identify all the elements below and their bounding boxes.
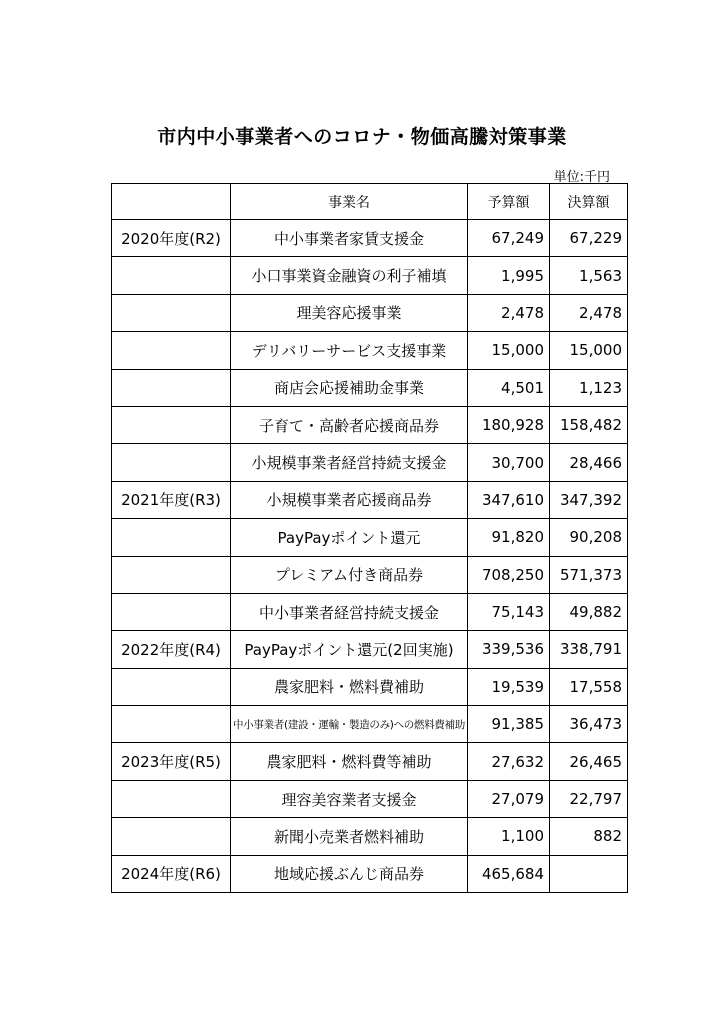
table-row bbox=[112, 668, 628, 705]
table-row bbox=[112, 332, 628, 369]
cell-fiscal-year bbox=[112, 668, 231, 705]
cell-project-name: 理美容応援事業 bbox=[231, 294, 468, 331]
cell-settlement: 22,797 bbox=[550, 780, 628, 817]
table-body bbox=[112, 220, 628, 893]
cell-project-name: PayPayポイント還元 bbox=[231, 519, 468, 556]
table-row bbox=[112, 257, 628, 294]
cell-fiscal-year bbox=[112, 332, 231, 369]
cell-fiscal-year bbox=[112, 369, 231, 406]
cell-settlement: 49,882 bbox=[550, 593, 628, 630]
cell-budget: 708,250 bbox=[468, 556, 550, 593]
table-row bbox=[112, 706, 628, 743]
cell-budget: 465,684 bbox=[468, 855, 550, 892]
cell-settlement: 36,473 bbox=[550, 706, 628, 743]
cell-budget: 27,632 bbox=[468, 743, 550, 780]
table-row bbox=[112, 294, 628, 331]
table-row bbox=[112, 519, 628, 556]
cell-budget: 339,536 bbox=[468, 631, 550, 668]
cell-settlement: 1,123 bbox=[550, 369, 628, 406]
cell-budget: 30,700 bbox=[468, 444, 550, 481]
cell-project-name: 小口事業資金融資の利子補填 bbox=[231, 257, 468, 294]
cell-project-name: 中小事業者経営持続支援金 bbox=[231, 593, 468, 630]
header-settlement: 決算額 bbox=[550, 184, 628, 220]
table-row bbox=[112, 369, 628, 406]
cell-settlement: 28,466 bbox=[550, 444, 628, 481]
cell-fiscal-year bbox=[112, 818, 231, 855]
table-row bbox=[112, 406, 628, 443]
header-name: 事業名 bbox=[231, 184, 468, 220]
cell-fiscal-year bbox=[112, 406, 231, 443]
cell-settlement bbox=[550, 855, 628, 892]
cell-fiscal-year bbox=[112, 294, 231, 331]
cell-project-name: デリバリーサービス支援事業 bbox=[231, 332, 468, 369]
table-row bbox=[112, 631, 628, 668]
table-row bbox=[112, 818, 628, 855]
cell-budget: 91,385 bbox=[468, 706, 550, 743]
cell-fiscal-year bbox=[112, 257, 231, 294]
cell-fiscal-year: 2024年度(R6) bbox=[112, 855, 231, 892]
table-row bbox=[112, 743, 628, 780]
cell-project-name: 理容美容業者支援金 bbox=[231, 780, 468, 817]
cell-settlement: 158,482 bbox=[550, 406, 628, 443]
table-row bbox=[112, 481, 628, 518]
cell-settlement: 1,563 bbox=[550, 257, 628, 294]
cell-settlement: 90,208 bbox=[550, 519, 628, 556]
table-row bbox=[112, 593, 628, 630]
table-row bbox=[112, 220, 628, 257]
cell-budget: 15,000 bbox=[468, 332, 550, 369]
cell-budget: 347,610 bbox=[468, 481, 550, 518]
cell-fiscal-year bbox=[112, 780, 231, 817]
cell-settlement: 15,000 bbox=[550, 332, 628, 369]
cell-project-name: 子育て・高齢者応援商品券 bbox=[231, 406, 468, 443]
cell-budget: 67,249 bbox=[468, 220, 550, 257]
cell-budget: 27,079 bbox=[468, 780, 550, 817]
cell-fiscal-year: 2023年度(R5) bbox=[112, 743, 231, 780]
cell-budget: 1,995 bbox=[468, 257, 550, 294]
cell-settlement: 347,392 bbox=[550, 481, 628, 518]
cell-project-name: 商店会応援補助金事業 bbox=[231, 369, 468, 406]
cell-project-name: 地域応援ぶんじ商品券 bbox=[231, 855, 468, 892]
cell-project-name: 小規模事業者経営持続支援金 bbox=[231, 444, 468, 481]
cell-project-name: PayPayポイント還元(2回実施) bbox=[231, 631, 468, 668]
cell-fiscal-year: 2020年度(R2) bbox=[112, 220, 231, 257]
cell-project-name: 新聞小売業者燃料補助 bbox=[231, 818, 468, 855]
cell-fiscal-year bbox=[112, 706, 231, 743]
header-year bbox=[112, 184, 231, 220]
unit-label: 単位:千円 bbox=[553, 170, 610, 185]
budget-table bbox=[111, 183, 628, 893]
cell-budget: 180,928 bbox=[468, 406, 550, 443]
cell-project-name: 農家肥料・燃料費等補助 bbox=[231, 743, 468, 780]
cell-budget: 4,501 bbox=[468, 369, 550, 406]
table-header-row bbox=[112, 184, 628, 220]
table-row bbox=[112, 855, 628, 892]
cell-settlement: 338,791 bbox=[550, 631, 628, 668]
cell-project-name: 農家肥料・燃料費補助 bbox=[231, 668, 468, 705]
cell-fiscal-year: 2021年度(R3) bbox=[112, 481, 231, 518]
cell-project-name: 小規模事業者応援商品券 bbox=[231, 481, 468, 518]
cell-fiscal-year bbox=[112, 519, 231, 556]
cell-fiscal-year bbox=[112, 444, 231, 481]
page-title: 市内中小事業者へのコロナ・物価高騰対策事業 bbox=[157, 126, 567, 148]
cell-budget: 75,143 bbox=[468, 593, 550, 630]
cell-settlement: 67,229 bbox=[550, 220, 628, 257]
table-row bbox=[112, 780, 628, 817]
cell-project-name: プレミアム付き商品券 bbox=[231, 556, 468, 593]
cell-settlement: 2,478 bbox=[550, 294, 628, 331]
cell-fiscal-year bbox=[112, 593, 231, 630]
cell-settlement: 571,373 bbox=[550, 556, 628, 593]
cell-fiscal-year bbox=[112, 556, 231, 593]
table-row bbox=[112, 556, 628, 593]
cell-fiscal-year: 2022年度(R4) bbox=[112, 631, 231, 668]
cell-project-name: 中小事業者(建設・運輸・製造のみ)への燃料費補助 bbox=[231, 706, 468, 743]
header-budget: 予算額 bbox=[468, 184, 550, 220]
cell-budget: 1,100 bbox=[468, 818, 550, 855]
cell-project-name: 中小事業者家賃支援金 bbox=[231, 220, 468, 257]
cell-settlement: 17,558 bbox=[550, 668, 628, 705]
cell-settlement: 882 bbox=[550, 818, 628, 855]
cell-settlement: 26,465 bbox=[550, 743, 628, 780]
cell-budget: 2,478 bbox=[468, 294, 550, 331]
cell-budget: 91,820 bbox=[468, 519, 550, 556]
table-row bbox=[112, 444, 628, 481]
cell-budget: 19,539 bbox=[468, 668, 550, 705]
